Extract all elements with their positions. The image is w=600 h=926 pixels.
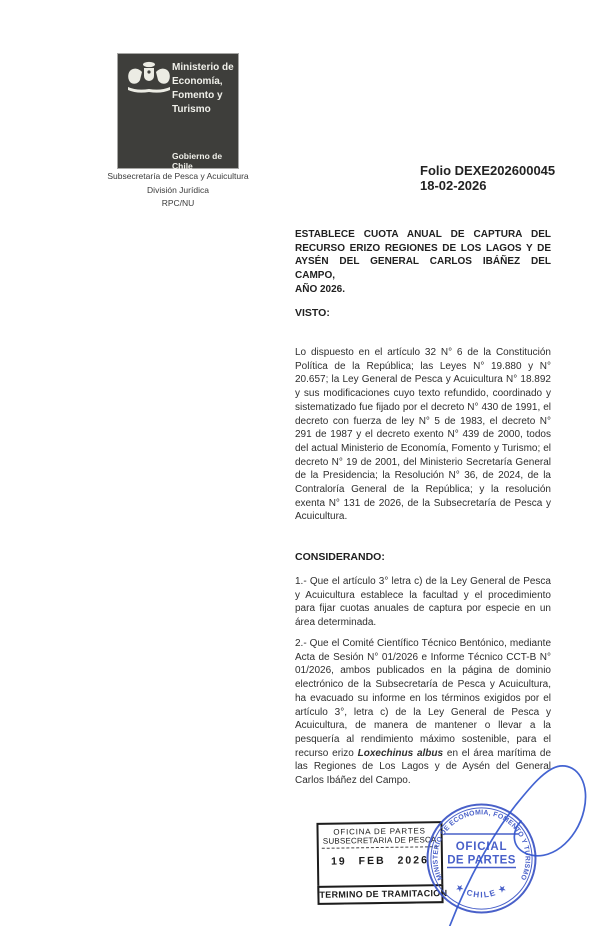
office-stamp-line1: OFICINA DE PARTES xyxy=(333,826,426,837)
department-block xyxy=(95,170,261,211)
folio-number: Folio DEXE202600045 xyxy=(420,163,556,178)
department-line: Subsecretaría de Pesca y Acuicultura xyxy=(107,171,249,181)
visto-paragraph: Lo dispuesto en el artículo 32 N° 6 de la Constitución Política de la República; las Leyes N° 19.880 y N° 20.657; la Ley General de Pesca y Acuicultura N° 18.892 y sus modificaciones cuyo texto refundido, coordinado y sistematizado fue fijado por el decreto N° 430 de 1991, el decreto con fuerza de ley N° 5 de 1983, el decreto N° 291 de 1987 y el decreto exento N° 439 de 2000, todos del actual Ministerio de Economía, Fomento y Turismo; el decreto N° 19 de 2001, del Ministerio Secretaría General de la Presidencia; la Resolución N° 36, de 2024, de la Contraloría General de la República; y la resolución exenta N° 131 de 2026, de la Subsecretaría de Pesca y Acuicultura. xyxy=(295,347,551,523)
ministry-name-line: Ministerio de xyxy=(172,62,234,73)
department-line: RPC/NU xyxy=(161,198,195,208)
round-stamp-center-line2: DE PARTES xyxy=(447,854,516,867)
title-line: AYSÉN DEL GENERAL CARLOS IBÁÑEZ DEL CAMPO, xyxy=(295,256,551,282)
round-stamp-center-line1: OFICIAL xyxy=(455,841,508,853)
title-line: AÑO 2026. xyxy=(295,283,346,295)
considerando-heading: CONSIDERANDO: xyxy=(295,551,385,563)
ministry-logo xyxy=(118,54,238,171)
folio-date: 18-02-2026 xyxy=(420,177,487,193)
considerando-2-text: 2.- Que el Comité Científico Técnico Bentónico, mediante Acta de Sesión N° 01/2026 e Informe Técnico CCT-B N° 01/2026, ambos publicados en la página de dominio electrónico de la Subsecretaría de Pesca y Acuicultura, ha evacuado su informe en los términos exigidos por el artículo 3°, letra c) de la Ley General de Pesca y Acuicultura, de manera de mantener o llevar a la pesquería al rendimiento máximo sostenible, para el recurso erizo xyxy=(295,638,551,759)
ministry-name-line: Fomento y xyxy=(172,90,223,101)
ministry-name-line: Economía, xyxy=(172,76,223,87)
considerando-item-1: 1.- Que el artículo 3° letra c) de la Ley General de Pesca y Acuicultura establece la facultad y el procedimiento para fijar cuotas anuales de captura por especie en un área determinada. xyxy=(295,576,551,629)
considerando-2-text-end: en el área marítima de las Regiones de Los Lagos y de Aysén del General Carlos Ibáñez del Campo. xyxy=(295,747,551,787)
department-line: División Jurídica xyxy=(147,184,209,195)
document-title xyxy=(295,228,551,297)
office-stamp-date: 19 FEB 2026 xyxy=(330,854,429,868)
species-name: Loxechinus albus xyxy=(357,747,444,759)
government-of-chile-label: Gobierno de Chile xyxy=(172,151,223,171)
title-line: ESTABLECE CUOTA ANUAL DE CAPTURA DEL xyxy=(295,229,551,240)
office-stamp-line2: SUBSECRETARIA DE PESCA xyxy=(322,835,438,849)
ministry-name-line: Turismo xyxy=(172,104,211,115)
ministry-name xyxy=(172,61,234,117)
visto-heading: VISTO: xyxy=(295,307,330,319)
chile-coat-of-arms-icon xyxy=(125,60,173,94)
folio-block xyxy=(420,164,555,193)
svg-text:★ CHILE ★ xyxy=(453,882,509,900)
office-stamp-result: TERMINO DE TRAMITACION xyxy=(317,884,443,905)
considerando-item-2 xyxy=(295,637,551,788)
round-stamp-ring-text: MINISTERIO DE ECONOMIA, FOMENTO Y TURISMO xyxy=(432,809,531,881)
title-line: RECURSO ERIZO REGIONES DE LOS LAGOS Y DE xyxy=(295,242,551,254)
round-ministry-stamp xyxy=(424,801,539,916)
round-stamp-country: ★ CHILE ★ xyxy=(454,882,509,900)
